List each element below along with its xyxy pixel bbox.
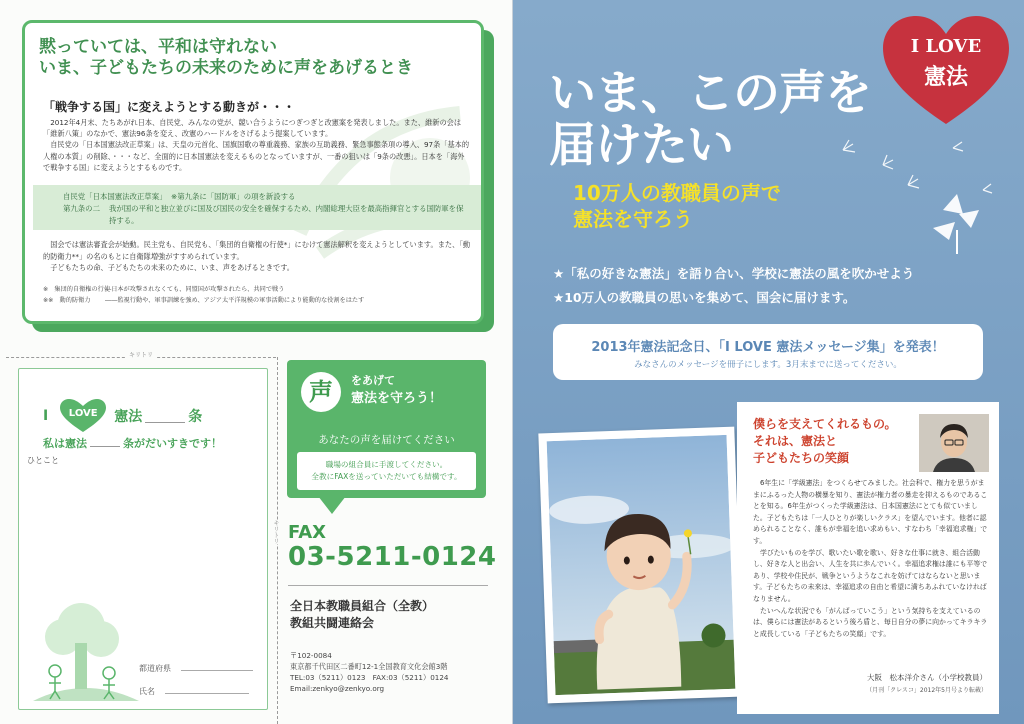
prefecture-underline: [181, 662, 253, 671]
story-paragraph: 6年生に「学級憲法」をつくらせてみました。社会科で、権力を思うがままにふるった人物の横暴を知り、憲法が権力者の暴走を抑えるものであることを知る。6年生がつくった学級憲法は、日本国憲法にとても似ていました。子どもたちは「一人ひとりが楽しいクラス」を望んでいます。他者に認められることなく、誰もが幸福を追い求めもい、すなわち「幸福追求権」です。: [753, 479, 988, 545]
announcement-banner: [553, 324, 983, 380]
footnotes: [43, 285, 473, 306]
footnote: [43, 285, 473, 296]
top-box-subheading: 「戦争する国」に変えようとする動きが・・・: [43, 100, 296, 114]
instruction-line: 職場の組合員に手渡してください。: [325, 460, 448, 469]
story-heading: [753, 416, 897, 467]
paragraph: 子どもたちの命、子どもたちの未来のために、いま、声をあげるときです。: [43, 263, 294, 272]
form-line2-end: 条がだいすきです！: [123, 437, 222, 450]
banner-main: 2013年憲法記念日、「I LOVE 憲法メッセージ集」を発表！: [591, 340, 945, 355]
quote-text: ※第九条に「国防軍」の項を新設する: [171, 192, 296, 201]
form-favorite-line: [43, 435, 222, 451]
heart-label: LOVE: [68, 408, 98, 419]
right-page: [513, 0, 1024, 724]
yellow-slogan: [573, 180, 781, 232]
quote-label: 自民党「日本国憲法改正草案」: [63, 192, 167, 201]
teacher-story-card: [737, 402, 999, 714]
top-info-box: [22, 20, 484, 324]
org-line-1: 全日本教職員組合（全教）: [290, 599, 435, 613]
message-form-card: [18, 368, 268, 710]
voice-instructions: [297, 452, 476, 490]
top-box-body: [43, 117, 471, 173]
callout-tail: [318, 496, 346, 514]
banner-sub: みなさんのメッセージを冊子にします。3月末までに送ってください。: [634, 360, 902, 370]
comment-label: ひとこと: [27, 456, 59, 465]
draft-quote-box: [33, 185, 481, 230]
voice-subtitle: あなたの声を届けてください: [318, 434, 455, 446]
top-box-body-2: [43, 239, 473, 274]
quote-label: 第九条の二: [63, 204, 100, 213]
main-title-line-2: 届けたい: [549, 118, 733, 173]
child-photo-image: [547, 435, 736, 695]
heart-text-2: 憲法: [923, 65, 968, 90]
child-photo: [538, 427, 743, 704]
footnote-key: ※※ 動的防衛力: [43, 296, 91, 304]
footnote-text: ―日本が攻撃されなくても、同盟国が攻撃されたら、共同で戦う: [105, 286, 285, 293]
fax-number: 03-5211-0124: [288, 542, 497, 572]
story-paragraph: 学びたいものを学び、歌いたい歌を歌い、好きな仕事に就き、組合活動し、好きな人と出会い、人生を共に歩んでいく。幸福追求権は誰にも平等であり、学校や住民が、戦争というようなこれを妨げてはならないと思います。子どもたちの未来は、幸福追求の自由と希望に満ちあふれていなければなりません。: [753, 548, 988, 603]
tree-children-illustration: [29, 597, 141, 707]
story-heading-3: 子どもたちの笑顔: [753, 451, 850, 465]
name-field[interactable]: [139, 685, 249, 697]
goal-item-1: ★「私の好きな憲法」を語り合い、学校に憲法の風を吹かせよう: [553, 266, 915, 281]
story-signature: 大阪 松本洋介さん（小学校教員）: [867, 673, 987, 682]
organization: [290, 598, 434, 632]
footnote-key: ※ 集団的自衛権の行使: [43, 286, 111, 293]
quote-text: 我が国の平和と独立並びに国及び国民の安全を確保するため、内閣総理大臣を最高指揮官とする国防軍を保持する。: [109, 204, 464, 225]
story-source: （月刊「クレスコ」2012年5月号より転載）: [866, 687, 987, 694]
voice-heading: [351, 372, 442, 408]
main-title-line-1: いま、この声を: [549, 66, 871, 121]
name-underline: [165, 685, 249, 694]
form-line2-start: 私は憲法: [43, 437, 87, 450]
quote-row: [63, 191, 471, 203]
fax-label: FAX: [288, 522, 327, 543]
story-heading-2: それは、憲法と: [753, 434, 838, 448]
footnote-text: ――監視行動や、軍事訓練を強め、アジア太平洋規模の軍事活動により能動的な役割をはたす: [105, 296, 365, 304]
divider: [288, 585, 488, 586]
footnote: [43, 296, 473, 307]
form-i: I: [43, 408, 49, 424]
story-heading-1: 僕らを支えてくれるもの。: [753, 417, 897, 431]
paragraph: 自民党の「日本国憲法改正草案」は、天皇の元首化、国旗国歌の尊重義務、家族の互助義務、緊急事態条項の導入、97条「基本的人権の本質」の削除、・・・など、全面的に日本国憲法を変えるものとなっていますが、一番の狙いは「9条の改悪」。日本を「海外で戦争する国」に変えようとするものです。: [43, 140, 470, 172]
postal-code: 〒102-0084: [290, 651, 332, 660]
contact-address: [290, 650, 449, 694]
favorite-article-field[interactable]: [90, 436, 120, 447]
cut-label: キリトリ: [126, 350, 156, 359]
story-paragraph: たいへんな状況でも「がんばっていこう」という気持ちを支えているのは、僕らには憲法があるという後ろ盾と、毎日自分の夢に向かってキラキラと成長している「子どもたちの笑顔」です。: [753, 606, 988, 638]
voice-circle: 声: [301, 372, 341, 412]
voice-heading-1: をあげて: [351, 374, 395, 387]
form-kenpo: 憲法: [114, 409, 143, 425]
instruction-line: 全教にFAXを送っていただいても結構です。: [311, 472, 462, 481]
name-label: 氏名: [139, 687, 155, 696]
quote-row: [63, 203, 471, 227]
paragraph: 2012年4月末、たちあがれ日本、自民党、みんなの党が、競い合うようにつぎつぎと改憲案を発表しました。また、維新の会は「維新八策」のなかで、憲法96条を変え、改憲のハードルをさげるよう提案しています。: [43, 118, 462, 139]
prefecture-label: 都道府県: [139, 664, 171, 673]
voice-heading-2: 憲法を守ろう！: [351, 391, 443, 406]
form-jo: 条: [188, 409, 203, 425]
form-title-line: [43, 399, 202, 433]
email: Email:zenkyo@zenkyo.org: [290, 684, 385, 693]
top-box-title: [39, 37, 413, 79]
heart-icon: [60, 399, 106, 433]
voice-callout: [287, 360, 486, 498]
teacher-portrait: [919, 414, 989, 472]
slogan-line-1: 10万人の教職員の声で: [573, 181, 781, 205]
story-body: [753, 478, 989, 640]
paragraph: 国会では憲法審査会が始動。民主党も、自民党も、「集団的自衛権の行使*」にむけて憲法解釈を変えようとしています。また、「動的防衛力**」の名のもとに自衛隊増強がすすめられています。: [43, 240, 471, 261]
org-line-2: 教組共闘連絡会: [290, 616, 375, 630]
slogan-line-2: 憲法を守ろう: [573, 207, 693, 231]
prefecture-field[interactable]: [139, 662, 253, 674]
title-line-1: 黙っていては、平和は守れない: [39, 37, 277, 57]
article-number-field[interactable]: [145, 409, 185, 423]
goal-item-2: ★10万人の教職員の思いを集めて、国会に届けます。: [553, 290, 856, 305]
address: 東京都千代田区二番町12-1全国教育文化会館3階: [290, 662, 448, 671]
title-line-2: いま、子どもたちの未来のために声をあげるとき: [39, 58, 413, 78]
tel-fax: TEL:03（5211）0123 FAX:03（5211）0124: [290, 673, 449, 682]
cut-label-vertical: キリトリ: [272, 520, 279, 544]
heart-text-1: I LOVE: [910, 36, 982, 57]
